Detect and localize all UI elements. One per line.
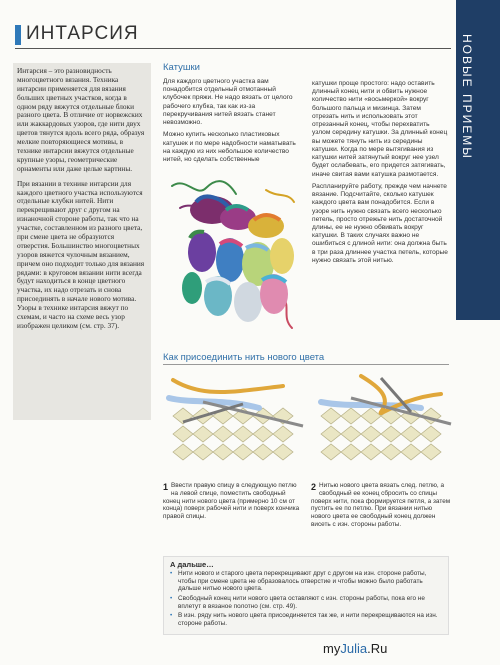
how-to-title: Как присоединить нить нового цвета [163, 352, 325, 363]
bobbins-paragraph: Для каждого цветного участка вам понадобится отдельный отмотанный клубочек пряжи. Не надо вязать от целого рабочего клубка, так как из-за перекручивания нитей вязать станет невозможно. [163, 77, 293, 127]
page-title: ИНТАРСИЯ [26, 23, 139, 44]
further-item: • Нити нового и старого цвета перекрещивают друг с другом на изн. стороне работы, чтобы при смене цвета не образовалось отверстие и чтобы можно было работать дальше нитью нового цвета. [170, 570, 440, 593]
step-1-illustration [163, 368, 304, 476]
further-box [163, 556, 449, 635]
bobbins-paragraph: Можно купить несколько пластиковых катушек и по мере надобности наматывать на каждую из них небольшое количество нитей, но сделать собственные [163, 131, 296, 163]
further-item: • В изн. ряду нить нового цвета присоединяется так же, и нити перекрещиваются на изн. стороне работы. [170, 612, 440, 627]
further-item: • Свободный конец нити нового цвета оставляют с изн. стороны работы, пока его не вплетут в вязаное полотно (см. стр. 49). [170, 595, 440, 610]
bobbins-heading: Катушки [163, 62, 200, 73]
step-number: 2 [311, 482, 317, 492]
planning-paragraph: Распланируйте работу, прежде чем начнете вязание. Подсчитайте, сколько катушек каждого цвета вам понадобится. Если в узоре нить нужно связать всего несколько петель, просто отрежьте нить достаточной длины, ее не нужно обвивать вокруг катушки. В таких случаях важно не ошибиться с длиной нити: она должна быть в три раза длиннее участка петель, которые нужно связать этой нитью. [312, 182, 448, 264]
intro-panel [13, 63, 151, 420]
footer-suffix: .Ru [367, 641, 388, 656]
step-text: Ввести правую спицу в следующую петлю на левой спице, поместить свободный конец нити нового цвета (примерно 10 см от конца) поверх рабочей нити и поверх кончика правой спицы. [163, 482, 300, 521]
how-to-rule [163, 364, 449, 365]
step-2 [311, 482, 452, 529]
bobbins-section [163, 62, 304, 168]
title-accent-bar [15, 25, 21, 45]
side-bar-label: НОВЫЕ ПРИЕМЫ [460, 34, 474, 160]
further-list [170, 570, 440, 630]
footer-brand: Julia [340, 641, 368, 656]
intro-paragraph: Интарсия – это разновидность многоцветного вязания. Техника интарсии применяется для вязания больших цветных участков, когда в одном ряду вяжутся отдельные блоки разного цвета. В отличие от норвежских или жаккардовых узоров, где нити двух цветов тянутся вдоль всего ряда, образуя мелкие повторяющиеся мотивы, в технике интарсии вяжутся отдельные крупные узоры, геометрические орнаменты или даже целые картины. [17, 66, 145, 173]
further-heading: А дальше… [170, 560, 214, 569]
intro-paragraph: При вязании в технике интарсии для каждого цветного участка используются отдельные клубки нитей. Нити перекрещивают друг с другом на изнаночной стороне работы, так что на участке, составленном из разного цвета, при смене цвета не образуются отверстия. Большинство многоцветных узоров вяжется чулочным вязанием, причем оно подходит только для вязания рядами: в круговом вязании нити всегда будут находиться в конце цветного участка, их надо отрезать и снова присоединять в начале нового мотива. Узоры в технике интарсия вяжут по схемам, и часто на схеме весь узор изображен целиком (см. стр. 37). [17, 178, 145, 330]
title-rule [15, 48, 451, 49]
step-text: Нитью нового цвета вязать след. петлю, а свободный ее конец сбросить со спицы поверх нити, пока формируется петля, а затем пустить ее по петлю. При вязании нитью нового цвета ее свободный конец должен висеть с изн. стороны работы. [311, 482, 451, 529]
bobbins-paragraph: катушки проще простого: надо оставить длинный конец нити и обвить нужное количество нити «восьмеркой» вокруг большого пальца и мизинца. Затем отрезать нить и использовать этот отрезанный конец, чтобы перехватить узлом середину катушки. За длинный конец вы можете тянуть нить из середины катушки. Когда по мере вытягивания из катушки нитей затянутый вокруг нее узел будет ослабевать, его придется затягивать, иначе свитая вами катушка размотается. [312, 80, 448, 178]
step-number: 1 [163, 482, 169, 492]
yarn-bobbins-photo [166, 168, 301, 333]
step-2-illustration [311, 368, 452, 476]
step-1 [163, 482, 304, 521]
footer-watermark [323, 641, 387, 656]
bobbins-continued [312, 80, 449, 269]
footer-prefix: my [323, 641, 341, 656]
